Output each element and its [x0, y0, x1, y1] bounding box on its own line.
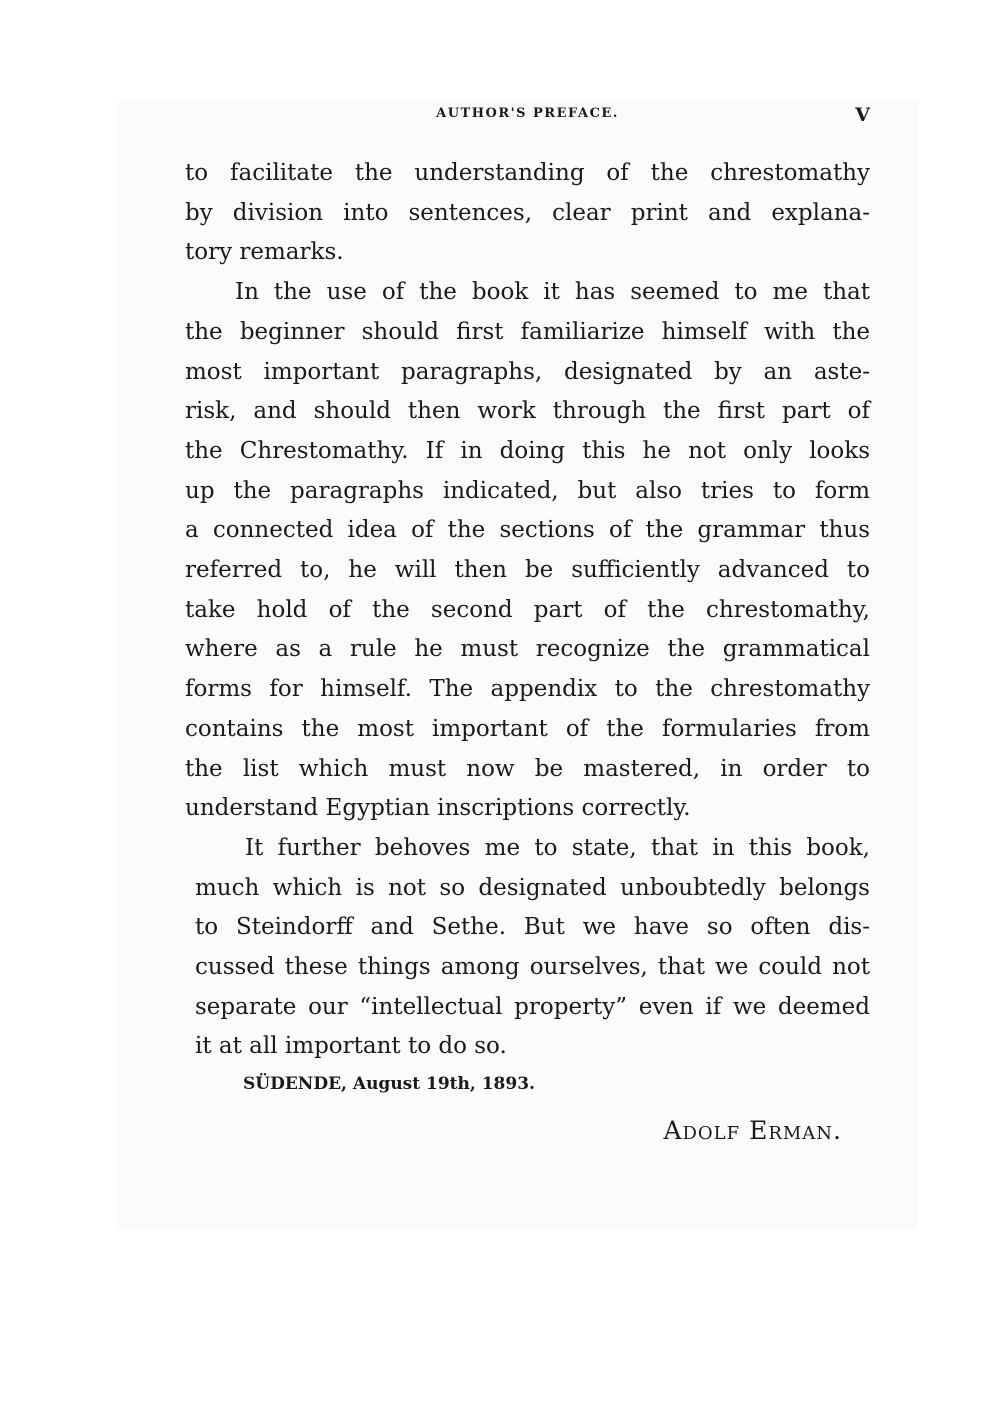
text-line: contains the most important of the formularies from: [185, 715, 870, 742]
text-line: the Chrestomathy. If in doing this he not only looks: [185, 437, 870, 464]
text-line: much which is not so designated unboubtedly belongs: [195, 874, 870, 901]
text-line: referred to, he will then be sufficiently advanced to: [185, 557, 870, 584]
paragraph-1: [185, 154, 870, 273]
place-date: SÜDENDE, August 19th, 1893.: [243, 1074, 535, 1095]
text-line: understand Egyptian inscriptions correctly.: [185, 795, 691, 822]
paragraph-3: [185, 829, 870, 1067]
running-head: AUTHOR'S PREFACE.: [436, 106, 619, 121]
author-signature: Adolf Erman.: [663, 1116, 842, 1146]
text-line: It further behoves me to state, that in this book,: [245, 834, 870, 861]
text-line: take hold of the second part of the chrestomathy,: [185, 596, 870, 623]
text-line: In the use of the book it has seemed to me that: [235, 279, 870, 306]
text-line: forms for himself. The appendix to the chrestomathy: [185, 676, 870, 703]
text-line: the beginner should first familiarize himself with the: [185, 318, 870, 345]
text-line: it at all important to do so.: [195, 1033, 507, 1060]
text-line: by division into sentences, clear print and explana-: [185, 199, 870, 226]
text-line: to facilitate the understanding of the chrestomathy: [185, 160, 870, 186]
text-line: up the paragraphs indicated, but also tries to form: [185, 477, 870, 504]
text-line: separate our “intellectual property” even if we deemed: [195, 993, 870, 1020]
text-line: a connected idea of the sections of the grammar thus: [185, 517, 870, 544]
text-line: risk, and should then work through the first part of: [185, 398, 870, 425]
paragraph-2: [185, 273, 870, 829]
text-line: tory remarks.: [185, 239, 344, 266]
text-line: where as a rule he must recognize the grammatical: [185, 636, 870, 663]
preface-body: [185, 154, 870, 1151]
page-header: [185, 104, 870, 128]
text-line: to Steindorff and Sethe. But we have so often dis-: [195, 914, 870, 941]
text-line: the list which must now be mastered, in order to: [185, 755, 870, 782]
text-line: most important paragraphs, designated by an aste-: [185, 358, 870, 385]
text-line: cussed these things among ourselves, that we could not: [195, 954, 870, 981]
page-number: V: [855, 104, 870, 126]
